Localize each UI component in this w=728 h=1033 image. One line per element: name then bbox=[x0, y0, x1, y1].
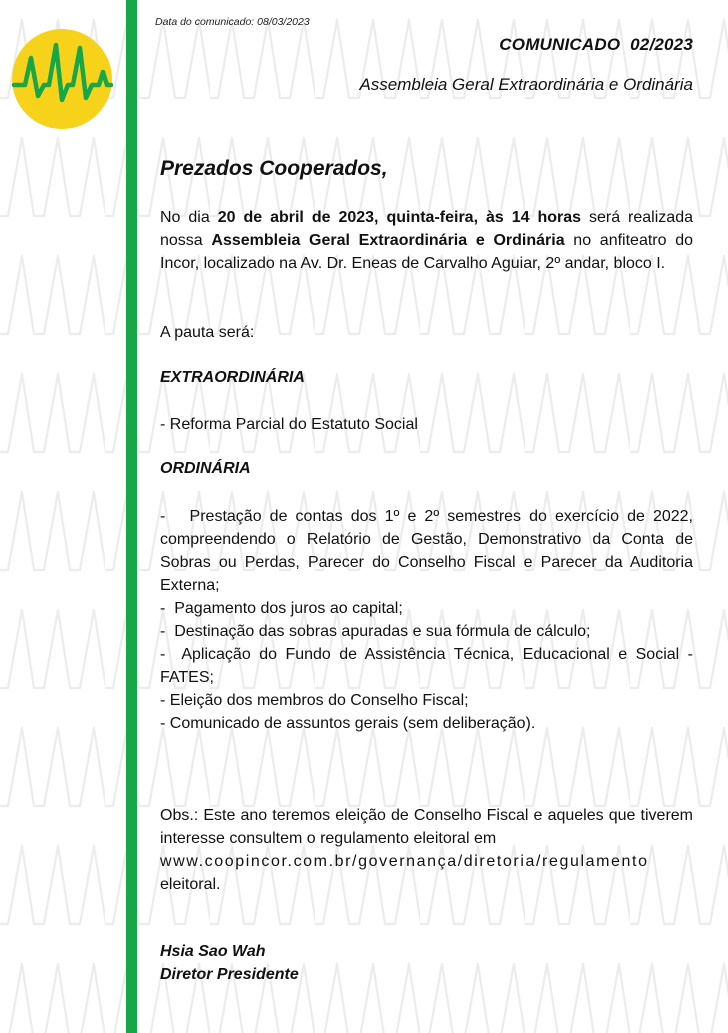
ordinaria-item-4: - Aplicação do Fundo de Assistência Técnica, Educacional e Social - FATES; bbox=[160, 646, 698, 686]
ordinaria-item-5: - Eleição dos membros do Conselho Fiscal; bbox=[160, 692, 469, 709]
intro-text-3: no anfiteatro do Incor, localizado na Av. Dr. Eneas de Carvalho Aguiar, 2º andar, bloco I. bbox=[160, 232, 694, 272]
intro-text-2: será realizada nossa bbox=[160, 209, 693, 249]
intro-paragraph bbox=[160, 206, 693, 275]
communique-date: Data do comunicado: 08/03/2023 bbox=[155, 16, 310, 28]
signature-name: Hsia Sao Wah bbox=[160, 943, 266, 960]
regulation-url: www.coopincor.com.br/governança/diretoria/regulamento bbox=[160, 853, 649, 870]
extraordinaria-heading: EXTRAORDINÁRIA bbox=[160, 369, 305, 386]
ordinaria-item-1: - Prestação de contas dos 1º e 2º semestres do exercício de 2022, compreendendo o Relatório de Gestão, Demonstrativo da Conta de Sobras ou Perdas, Parecer do Conselho Fiscal e Parecer da Auditoria Externa; bbox=[160, 508, 698, 594]
ordinaria-item-2: - Pagamento dos juros ao capital; bbox=[160, 600, 403, 617]
document-subtitle: Assembleia Geral Extraordinária e Ordinária bbox=[359, 75, 693, 94]
intro-date-bold: 20 de abril de 2023, quinta-feira, às 14 horas bbox=[217, 209, 582, 226]
ordinaria-item-6: - Comunicado de assuntos gerais (sem deliberação). bbox=[160, 715, 536, 732]
ordinaria-heading: ORDINÁRIA bbox=[160, 460, 251, 477]
greeting: Prezados Cooperados, bbox=[160, 157, 388, 180]
intro-assembly-bold: Assembleia Geral Extraordinária e Ordinária bbox=[211, 232, 565, 249]
intro-text-1: No dia bbox=[160, 209, 218, 226]
obs-text: Obs.: Este ano teremos eleição de Conselho Fiscal e aqueles que tiverem interesse consultem o regulamento eleitoral em bbox=[160, 807, 693, 847]
extraordinaria-item: - Reforma Parcial do Estatuto Social bbox=[160, 416, 418, 433]
pauta-label: A pauta será: bbox=[160, 324, 255, 341]
obs-paragraph bbox=[160, 804, 693, 896]
ordinaria-item-3: - Destinação das sobras apuradas e sua fórmula de cálculo; bbox=[160, 623, 591, 640]
document-title: COMUNICADO 02/2023 bbox=[499, 35, 693, 54]
signature-role: Diretor Presidente bbox=[160, 966, 299, 983]
obs-url-end: eleitoral. bbox=[160, 876, 221, 893]
